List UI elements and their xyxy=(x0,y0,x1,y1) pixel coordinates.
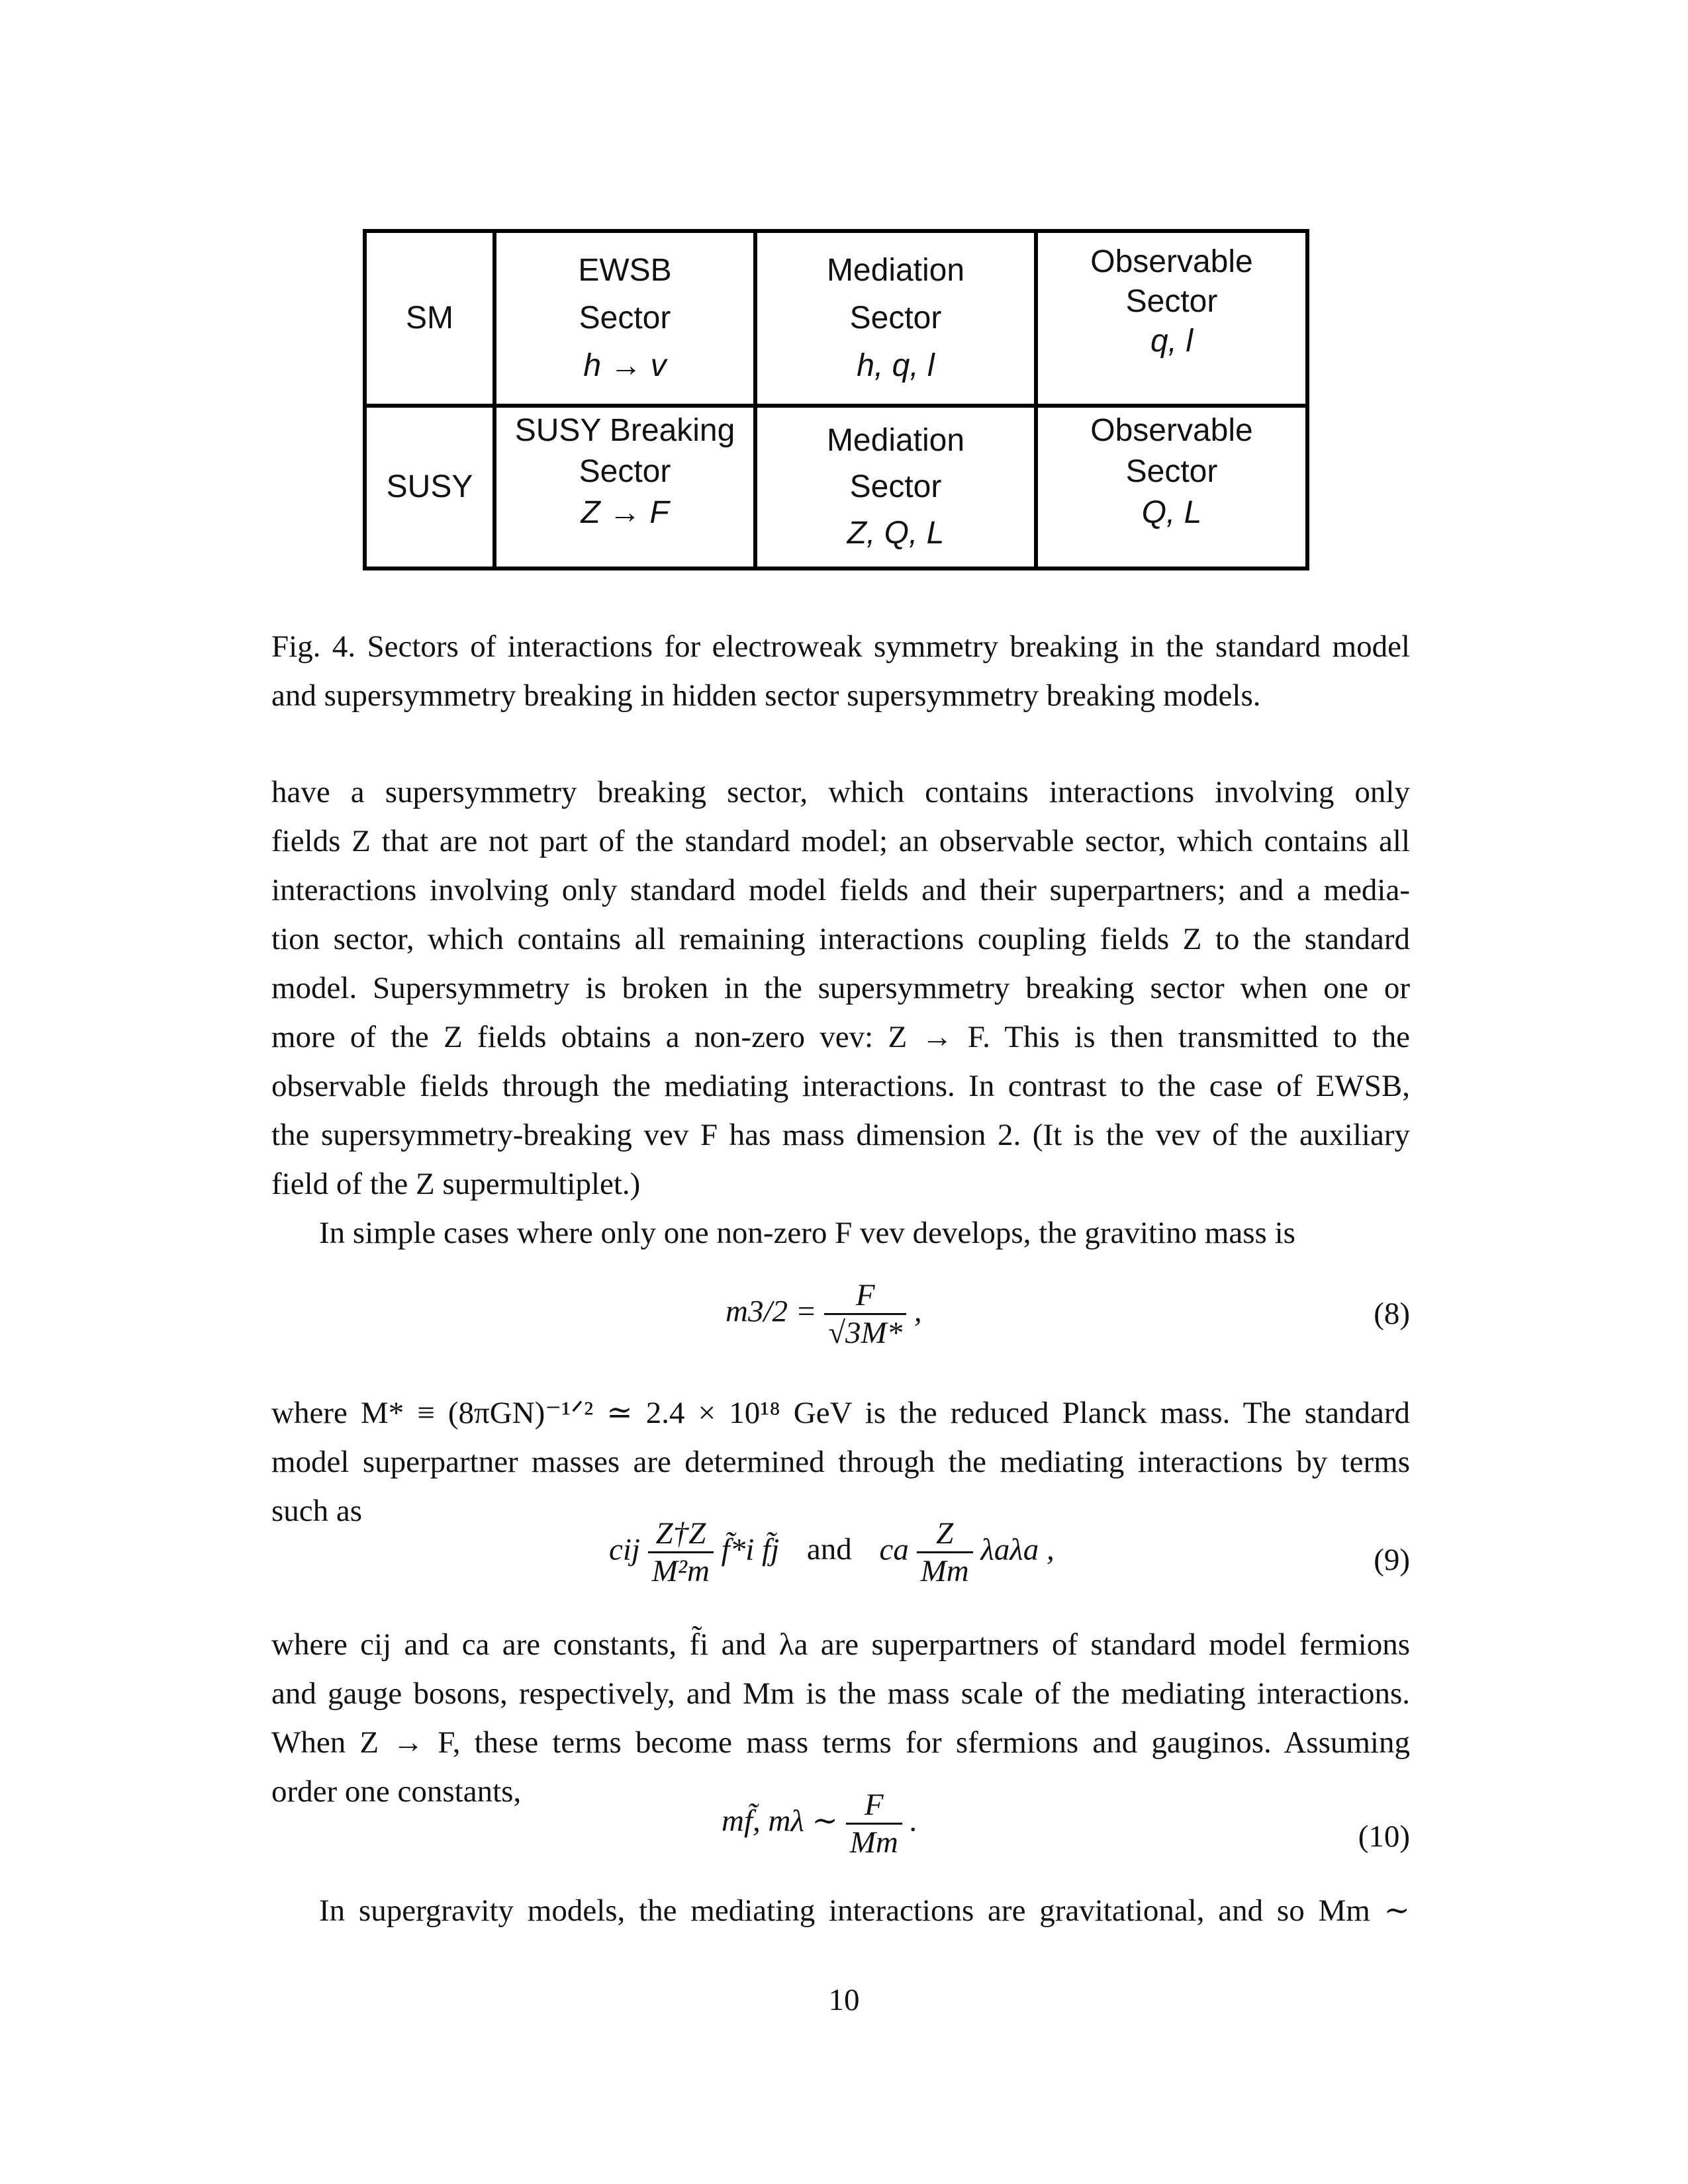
cell-fields: Q, L xyxy=(1141,495,1202,530)
cell-title: Observable xyxy=(1090,244,1253,279)
text-line: such as xyxy=(271,1494,363,1528)
text-line: When Z → F, these terms become mass terms for sfermions and gauginos. Assuming xyxy=(271,1725,1410,1760)
body-paragraph-3 xyxy=(271,1388,1410,1535)
text-line: order one constants, xyxy=(271,1774,522,1809)
cell-title: Sector xyxy=(1125,284,1218,319)
text-line: where M* ≡ (8πGN)⁻¹ᐟ² ≃ 2.4 × 10¹⁸ GeV is the reduced Planck mass. The standard xyxy=(271,1396,1410,1430)
body-paragraph-5 xyxy=(271,1886,1410,1935)
fraction-denominator: √3M* xyxy=(824,1313,906,1351)
cell-sm-mediation-sector xyxy=(757,233,1034,404)
text-line: In simple cases where only one non-zero F vev develops, the gravitino mass is xyxy=(319,1216,1295,1250)
cell-title: SUSY Breaking xyxy=(514,413,735,448)
equation-fraction xyxy=(917,1516,973,1589)
cell-title: Sector xyxy=(1125,454,1218,489)
row-label-text: SM xyxy=(406,300,453,336)
equation-tail: . xyxy=(910,1803,918,1839)
text-line: field of the Z supermultiplet.) xyxy=(271,1167,641,1201)
row-label-susy xyxy=(367,408,492,567)
cell-title: Observable xyxy=(1090,413,1253,448)
text-line: model. Supersymmetry is broken in the supersymmetry breaking sector when one or xyxy=(271,971,1410,1005)
cell-title: EWSB xyxy=(578,253,672,288)
cell-title: Sector xyxy=(579,300,671,336)
equation-coefficient: cij xyxy=(609,1532,640,1567)
cell-susy-observable-sector xyxy=(1038,408,1305,567)
equation-lhs: mf̃, mλ ∼ xyxy=(722,1803,838,1839)
text-line: the supersymmetry-breaking vev F has mass dimension 2. (It is the vev of the auxiliary xyxy=(271,1118,1410,1152)
equation-fraction xyxy=(648,1516,714,1589)
cell-title: Mediation xyxy=(826,253,965,288)
fraction-denominator: M²m xyxy=(648,1551,714,1589)
sectors-table xyxy=(363,229,1309,570)
cell-fields: Z, Q, L xyxy=(847,516,945,551)
body-paragraph-1 xyxy=(271,768,1410,1208)
fraction-denominator: Mm xyxy=(917,1551,973,1589)
text-line: observable fields through the mediating interactions. In contrast to the case of EWSB, xyxy=(271,1069,1410,1103)
cell-title: Sector xyxy=(849,469,942,504)
caption-line: Fig. 4. Sectors of interactions for electroweak symmetry breaking in the standard model xyxy=(271,629,1410,664)
equation-fraction xyxy=(824,1277,906,1351)
text-line: interactions involving only standard model fields and their superpartners; and a media- xyxy=(271,873,1410,907)
fraction-numerator: Z xyxy=(936,1516,954,1551)
figure-caption xyxy=(271,622,1410,720)
equation-coefficient: ca xyxy=(879,1532,909,1567)
equation-8 xyxy=(726,1277,922,1351)
equation-fraction xyxy=(846,1787,902,1860)
text-line: tion sector, which contains all remaining interactions coupling fields Z to the standard xyxy=(271,922,1410,956)
text-line: where cij and ca are constants, f̃i and λa are superpartners of standard model fermions xyxy=(271,1627,1410,1662)
fraction-denominator: Mm xyxy=(846,1823,902,1860)
body-paragraph-2 xyxy=(271,1208,1410,1257)
text-line: model superpartner masses are determined through the mediating interactions by terms xyxy=(271,1445,1410,1479)
cell-susy-breaking-sector xyxy=(496,408,753,567)
cell-ewsb-sector xyxy=(496,233,753,404)
cell-fields: h, q, l xyxy=(857,348,935,383)
cell-fields: q, l xyxy=(1150,324,1194,359)
cell-title: Sector xyxy=(579,454,671,489)
text-line: and gauge bosons, respectively, and Mm is the mass scale of the mediating interactions. xyxy=(271,1676,1410,1711)
cell-title: Mediation xyxy=(826,423,965,458)
text-line: fields Z that are not part of the standard model; an observable sector, which contains all xyxy=(271,824,1410,858)
fraction-numerator: F xyxy=(864,1788,884,1822)
cell-susy-mediation-sector xyxy=(757,408,1034,567)
cell-title: Sector xyxy=(849,300,942,336)
equation-term: λaλa , xyxy=(980,1532,1055,1567)
fraction-numerator: Z†Z xyxy=(655,1516,706,1551)
equation-number-9: (9) xyxy=(1374,1543,1410,1577)
page-number: 10 xyxy=(828,1983,860,2017)
equation-9 xyxy=(609,1516,1055,1589)
equation-number-8: (8) xyxy=(1374,1297,1410,1331)
equation-conjunction: and xyxy=(806,1532,852,1567)
equation-tail: , xyxy=(914,1294,922,1329)
text-line: have a supersymmetry breaking sector, which contains interactions involving only xyxy=(271,775,1410,809)
row-label-sm xyxy=(367,233,492,404)
equation-lhs: m3/2 = xyxy=(726,1294,817,1329)
equation-term: f̃*i f̃j xyxy=(721,1532,780,1567)
text-line: more of the Z fields obtains a non-zero vev: Z → F. This is then transmitted to the xyxy=(271,1020,1410,1054)
text-line: In supergravity models, the mediating interactions are gravitational, and so Mm ∼ xyxy=(319,1893,1410,1928)
equation-number-10: (10) xyxy=(1358,1819,1410,1854)
equation-10 xyxy=(722,1787,917,1860)
cell-fields: Z → F xyxy=(581,495,669,530)
row-label-text: SUSY xyxy=(386,469,473,504)
cell-fields: h → v xyxy=(583,348,667,383)
cell-sm-observable-sector xyxy=(1038,233,1305,404)
caption-line: and supersymmetry breaking in hidden sector supersymmetry breaking models. xyxy=(271,678,1261,713)
fraction-numerator: F xyxy=(855,1278,875,1312)
